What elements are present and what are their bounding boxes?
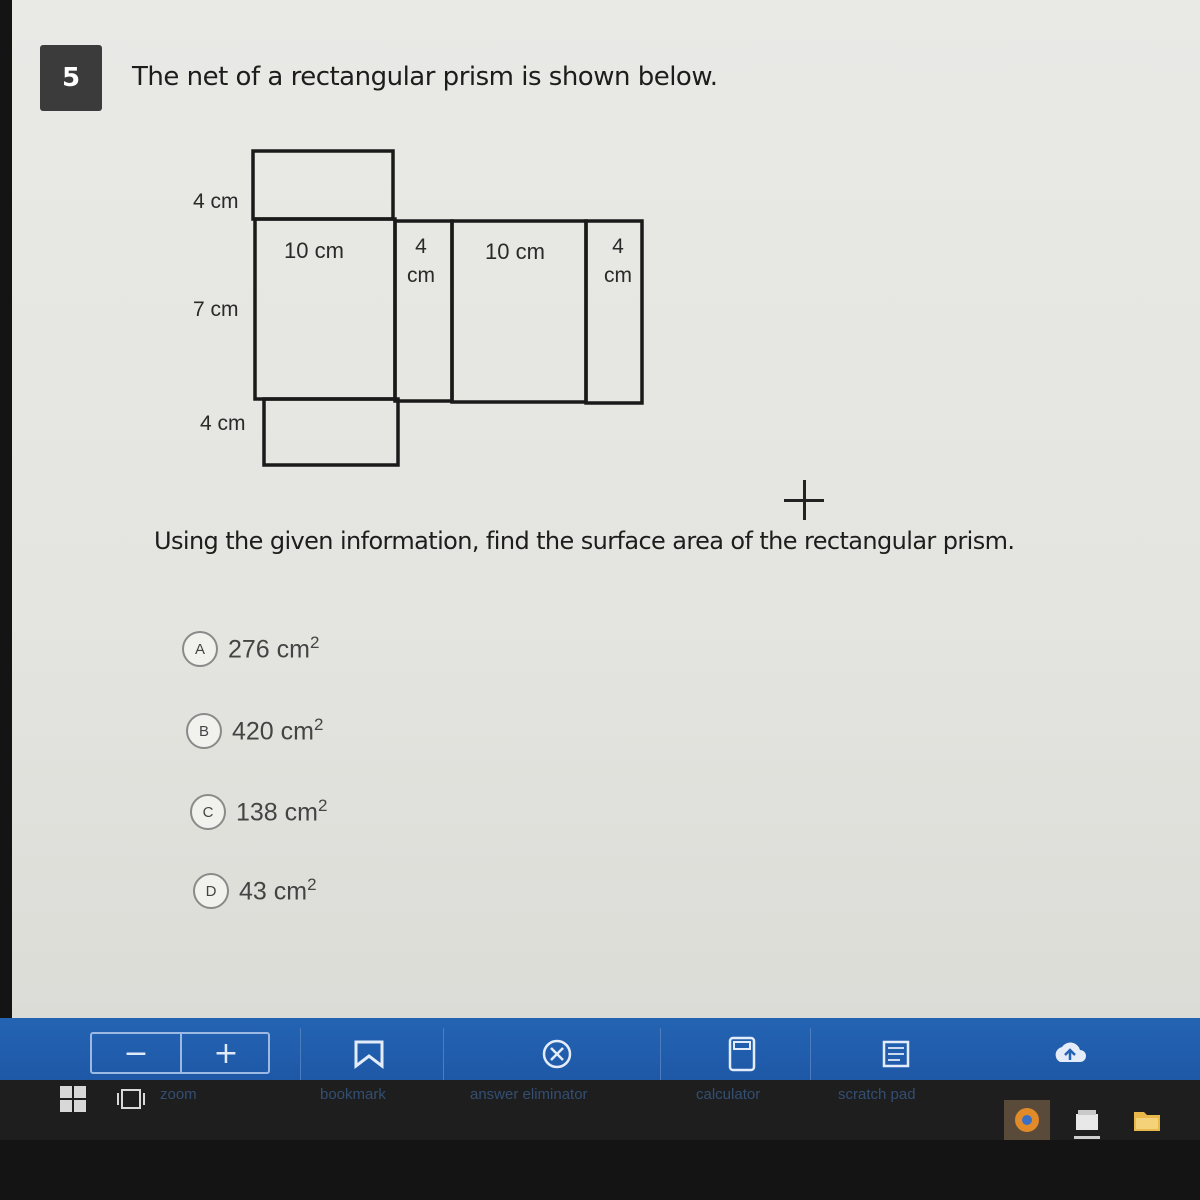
choice-d-bubble[interactable]: D [193,873,229,909]
toolbar-divider [443,1028,444,1088]
label-top-width: 4 cm [193,190,239,213]
choice-c-bubble[interactable]: C [190,794,226,830]
label-bottom-width: 4 cm [200,412,246,435]
cloud-upload-icon[interactable] [1050,1036,1090,1072]
zoom-control [90,1032,270,1074]
scratch-pad-icon[interactable] [876,1036,916,1072]
choice-a-bubble[interactable]: A [182,631,218,667]
choice-d[interactable] [193,873,317,909]
toolbar-divider [810,1028,811,1088]
label-face2-unit: cm [407,264,435,287]
zoom-in-button[interactable]: + [213,1035,239,1071]
toolbar-divider [660,1028,661,1088]
toolbar-label-bookmark: bookmark [320,1086,386,1103]
label-face3-length: 10 cm [485,239,545,264]
browser-app-icon[interactable] [1004,1100,1050,1140]
net-bottom-face [264,399,398,465]
label-face1-length: 10 cm [284,238,344,263]
question-prompt: Using the given information, find the surface area of the rectangular prism. [154,527,1015,555]
question-number: 5 [40,45,102,111]
choice-c-text: 138 $cm^2$ [236,796,328,827]
choice-b[interactable] [186,713,323,749]
store-app-icon[interactable] [1064,1100,1110,1140]
file-explorer-icon[interactable] [1124,1100,1170,1140]
bookmark-icon[interactable] [350,1036,390,1072]
label-face4-unit: cm [604,264,632,287]
crosshair-cursor-icon [784,480,824,520]
choice-a[interactable] [182,631,319,667]
choice-d-text: 43 $cm^2$ [239,875,317,906]
choice-b-bubble[interactable]: B [186,713,222,749]
choice-c[interactable] [190,794,327,830]
label-face2-num: 4 [415,235,427,258]
choice-a-text: 276 $cm^2$ [228,633,320,664]
label-face4-num: 4 [612,235,624,258]
net-top-face [253,151,393,219]
answer-eliminator-icon[interactable] [537,1036,577,1072]
question-stem: The net of a rectangular prism is shown below. [132,62,718,92]
windows-start-icon[interactable] [60,1086,88,1114]
choice-b-text: 420 $cm^2$ [232,715,324,746]
toolbar-divider [300,1028,301,1088]
label-middle-height: 7 cm [193,298,239,321]
task-view-icon[interactable] [116,1088,146,1110]
toolbar-label-calculator: calculator [696,1086,761,1103]
toolbar-label-scratch-pad: scratch pad [838,1086,916,1103]
toolbar-label-zoom: zoom [160,1086,197,1103]
zoom-out-button[interactable]: − [92,1034,182,1072]
toolbar-label-answer-eliminator: answer eliminator [470,1086,588,1103]
calculator-icon[interactable] [722,1036,762,1072]
